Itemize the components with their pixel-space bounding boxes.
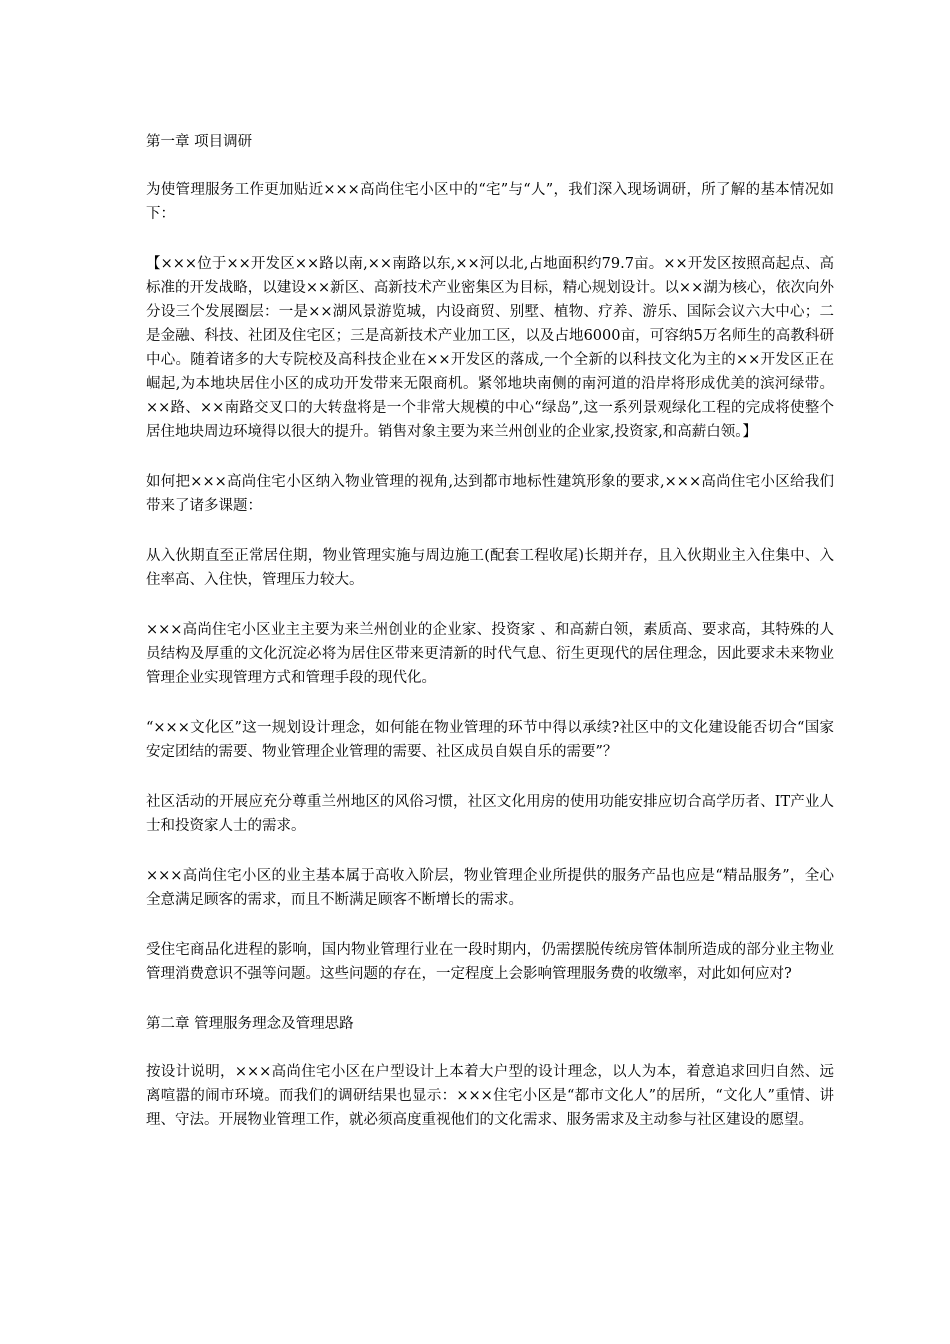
paragraph-culture: “×××文化区”这一规划设计理念，如何能在物业管理的环节中得以承续?社区中的文化建设能否切合“国家安定团结的需要、物业管理企业管理的需要、社区成员自娱自乐的需要”？ [146, 720, 834, 760]
paragraph-topics: 如何把×××高尚住宅小区纳入物业管理的视角,达到都市地标性建筑形象的要求,×××高尚住宅小区给我们带来了诸多课题： [146, 474, 834, 514]
paragraph-site-overview: 【×××位于××开发区××路以南,××南路以东,××河以北,占地面积约79.7亩。××开发区按照高起点、高标准的开发战略，以建设××新区、高新技术产业密集区为目标，精心规划设计。以××湖为核心，依次向外分设三个发展圈层：一是××湖风景游览城，内设商贸、别墅、植物、疗养、游乐、国际会议六大中心；二是金融、科技、社团及住宅区；三是高新技术产业加工区，以及占地6000亩，可容纳5万名师生的高教科研中心。随着诸多的大专院校及高科技企业在××开发区的落成,一个全新的以科技文化为主的××开发区正在崛起,为本地块居住小区的成功开发带来无限商机。紧邻地块南侧的南河道的沿岸将形成优美的滨河绿带。××路、××南路交叉口的大转盘将是一个非常大规模的中心“绿岛”,这一系列景观绿化工程的完成将使整个居住地块周边环境得以很大的提升。销售对象主要为来兰州创业的企业家,投资家,和高薪白领。】 [146, 256, 834, 440]
paragraph-fees: 受住宅商品化进程的影响，国内物业管理行业在一段时期内，仍需摆脱传统房管体制所造成的部分业主物业管理消费意识不强等问题。这些问题的存在，一定程度上会影响管理服务费的收缴率，对此如何应对? [146, 942, 834, 982]
paragraph-intro: 为使管理服务工作更加贴近×××高尚住宅小区中的“宅”与“人”，我们深入现场调研，所了解的基本情况如下： [146, 182, 834, 222]
paragraph-community: 社区活动的开展应充分尊重兰州地区的风俗习惯，社区文化用房的使用功能安排应切合高学历者、IT产业人士和投资家人士的需求。 [146, 794, 834, 834]
chapter-1-heading: 第一章 项目调研 [146, 134, 253, 150]
paragraph-owners: ×××高尚住宅小区业主主要为来兰州创业的企业家、投资家 、和高薪白领，素质高、要求高，其特殊的人员结构及厚重的文化沉淀必将为居住区带来更清新的时代气息、衍生更现代的居住理念，因此要求未来物业管理企业实现管理方式和管理手段的现代化。 [146, 622, 834, 686]
paragraph-design: 按设计说明，×××高尚住宅小区在户型设计上本着大户型的设计理念，以人为本，着意追求回归自然、远离喧嚣的闹市环境。而我们的调研结果也显示：×××住宅小区是“都市文化人”的居所，“文化人”重情、讲理、守法。开展物业管理工作，就必须高度重视他们的文化需求、服务需求及主动参与社区建设的愿望。 [146, 1064, 834, 1128]
document-page [146, 130, 834, 1158]
paragraph-occupancy: 从入伙期直至正常居住期，物业管理实施与周边施工(配套工程收尾)长期并存，且入伙期业主入住集中、入住率高、入住快，管理压力较大。 [146, 548, 834, 588]
chapter-2-heading: 第二章 管理服务理念及管理思路 [146, 1016, 354, 1032]
paragraph-service: ×××高尚住宅小区的业主基本属于高收入阶层，物业管理企业所提供的服务产品也应是“精品服务”，全心全意满足顾客的需求，而且不断满足顾客不断增长的需求。 [146, 868, 834, 908]
